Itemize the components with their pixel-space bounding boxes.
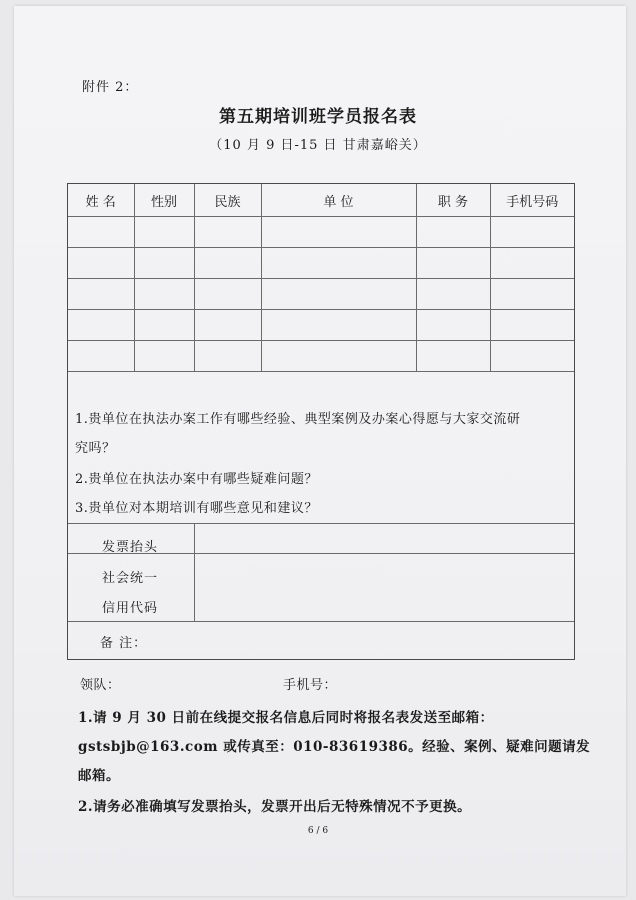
table-cell[interactable] bbox=[490, 341, 574, 372]
table-cell[interactable] bbox=[194, 341, 261, 372]
table-row bbox=[68, 217, 574, 248]
table-cell[interactable] bbox=[261, 341, 416, 372]
table-row bbox=[68, 310, 574, 341]
phone-label: 手机号： bbox=[283, 678, 338, 693]
remarks-field[interactable] bbox=[196, 622, 574, 659]
note-2: 2.请务必准确填写发票抬头，发票开出后无特殊情况不予更换。 bbox=[78, 799, 472, 815]
table-cell[interactable] bbox=[490, 217, 574, 248]
attachment-label: 附件 2： bbox=[82, 80, 139, 95]
table-cell[interactable] bbox=[134, 310, 194, 341]
table-row bbox=[68, 341, 574, 372]
table-cell[interactable] bbox=[416, 341, 490, 372]
table-cell[interactable] bbox=[68, 217, 134, 248]
form-title: 第五期培训班学员报名表 bbox=[219, 107, 417, 127]
table-cell[interactable] bbox=[68, 310, 134, 341]
table-cell[interactable] bbox=[261, 248, 416, 279]
question-1-line-2: 究吗？ bbox=[75, 441, 116, 456]
note-1-line-2: gstsbjb@163.com 或传真至：010-83619386。经验、案例、疑难问题请发 bbox=[78, 739, 591, 755]
credit-code-field[interactable] bbox=[196, 554, 574, 621]
note-1-line-3: 邮箱。 bbox=[78, 768, 120, 784]
remarks-label: 备 注： bbox=[100, 636, 148, 651]
table-cell[interactable] bbox=[134, 217, 194, 248]
table-header-row bbox=[68, 184, 574, 217]
table-cell[interactable] bbox=[416, 217, 490, 248]
table-cell[interactable] bbox=[134, 248, 194, 279]
form-subtitle: （10 月 9 日-15 日 甘肃嘉峪关） bbox=[209, 138, 427, 153]
table-cell[interactable] bbox=[261, 217, 416, 248]
table-cell[interactable] bbox=[490, 310, 574, 341]
table-cell[interactable] bbox=[134, 279, 194, 310]
team-leader-label: 领队： bbox=[80, 678, 121, 693]
table-cell[interactable] bbox=[194, 279, 261, 310]
column-header-ethnicity: 民族 bbox=[194, 184, 261, 217]
note-1-line-1: 1.请 9 月 30 日前在线提交报名信息后同时将报名表发送至邮箱： bbox=[78, 710, 494, 726]
credit-code-label-line-2: 信用代码 bbox=[102, 601, 159, 616]
table-cell[interactable] bbox=[194, 217, 261, 248]
table-cell[interactable] bbox=[490, 248, 574, 279]
table-cell[interactable] bbox=[490, 279, 574, 310]
invoice-title-label: 发票抬头 bbox=[102, 540, 159, 555]
table-cell[interactable] bbox=[194, 310, 261, 341]
table-cell[interactable] bbox=[68, 279, 134, 310]
table-cell[interactable] bbox=[68, 341, 134, 372]
column-header-position: 职 务 bbox=[416, 184, 490, 217]
table-row bbox=[68, 279, 574, 310]
column-header-organization: 单 位 bbox=[261, 184, 416, 217]
invoice-title-field[interactable] bbox=[196, 524, 574, 553]
page-number: 6 / 6 bbox=[307, 826, 329, 836]
table-cell[interactable] bbox=[261, 279, 416, 310]
column-header-gender: 性别 bbox=[134, 184, 194, 217]
column-header-name: 姓 名 bbox=[68, 184, 134, 217]
participant-table bbox=[68, 184, 574, 372]
credit-code-label-line-1: 社会统一 bbox=[102, 571, 159, 586]
table-cell[interactable] bbox=[194, 248, 261, 279]
table-row bbox=[68, 248, 574, 279]
table-cell[interactable] bbox=[416, 248, 490, 279]
table-cell[interactable] bbox=[261, 310, 416, 341]
registration-form bbox=[67, 183, 575, 660]
column-header-phone: 手机号码 bbox=[490, 184, 574, 217]
question-1-line-1: 1.贵单位在执法办案工作有哪些经验、典型案例及办案心得愿与大家交流研 bbox=[75, 412, 521, 427]
table-cell[interactable] bbox=[416, 310, 490, 341]
divider bbox=[194, 523, 195, 622]
table-cell[interactable] bbox=[134, 341, 194, 372]
table-cell[interactable] bbox=[68, 248, 134, 279]
question-3: 3.贵单位对本期培训有哪些意见和建议？ bbox=[75, 501, 318, 516]
table-cell[interactable] bbox=[416, 279, 490, 310]
question-2: 2.贵单位在执法办案中有哪些疑难问题？ bbox=[75, 472, 318, 487]
